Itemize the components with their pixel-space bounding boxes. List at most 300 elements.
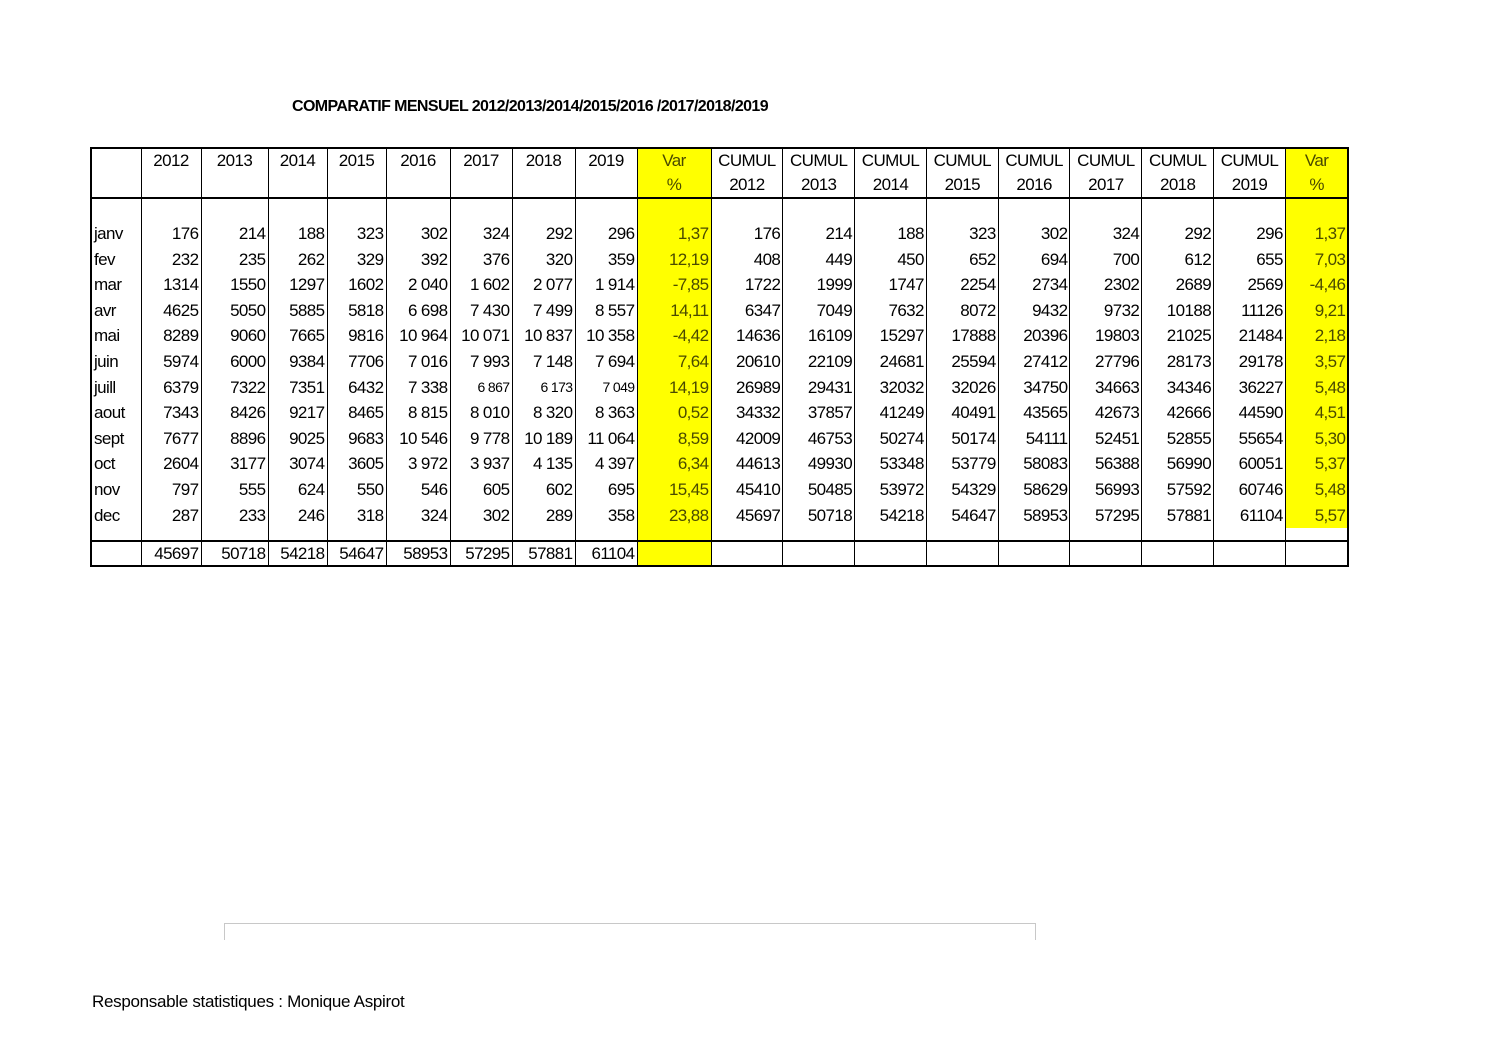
spacer-cell [998,198,1070,221]
table-row [91,503,1348,529]
table-cell: 1550 [201,272,268,298]
table-cell: 2689 [1142,272,1214,298]
table-cell: 12,19 [637,247,711,273]
table-cell: 188 [268,221,327,247]
table-cell: 14636 [711,323,783,349]
table-cell: 1297 [268,272,327,298]
table-row [91,247,1348,273]
spacer-cell [926,528,998,541]
header-cell [575,148,637,198]
table-cell: 214 [783,221,855,247]
table-cell: 296 [1214,221,1286,247]
table-cell: 54111 [998,426,1070,452]
table-cell: 655 [1214,247,1286,273]
table-cell: 624 [268,477,327,503]
table-cell: 7343 [141,400,201,426]
header-text-bottom: 2018 [1159,175,1196,194]
table-cell: 320 [512,247,575,273]
table-cell: 602 [512,477,575,503]
month-label: nov [94,479,120,499]
table-cell: 7632 [855,298,927,324]
table-cell: 8 320 [512,400,575,426]
table-cell: 8 557 [575,298,637,324]
header-text-bottom: 2015 [944,175,980,194]
table-cell: 15,45 [637,477,711,503]
table-cell: 797 [141,477,201,503]
table-cell: 3074 [268,451,327,477]
spacer-cell [1070,528,1142,541]
month-label: mai [94,326,120,346]
table-cell: 9 778 [450,426,512,452]
table-cell: 8 010 [450,400,512,426]
table-cell: 9683 [327,426,386,452]
table-cell: 296 [575,221,637,247]
table-cell: 302 [998,221,1070,247]
table-cell: 23,88 [637,503,711,529]
table-row [91,375,1348,401]
table-cell: 302 [386,221,450,247]
header-cell [711,148,783,198]
table-cell: 2734 [998,272,1070,298]
table-cell: 5,48 [1285,477,1348,503]
table-cell: 50274 [855,426,927,452]
table-cell: 7706 [327,349,386,375]
table-cell: 10 964 [386,323,450,349]
table-cell: 6 867 [450,375,512,401]
table-cell: 1722 [711,272,783,298]
totals-label-cell [91,541,141,566]
table-cell: 8465 [327,400,386,426]
table-cell: 56388 [1070,451,1142,477]
table-cell: 7665 [268,323,327,349]
table-row [91,400,1348,426]
table-cell: 5818 [327,298,386,324]
header-cell [855,148,927,198]
total-cell: 57881 [512,541,575,566]
table-cell: 450 [855,247,927,273]
table-cell: 40491 [926,400,998,426]
table-cell: 41249 [855,400,927,426]
table-cell: 7 049 [575,375,637,401]
table-cell: 7 148 [512,349,575,375]
table-cell: 29431 [783,375,855,401]
header-cell [1285,148,1348,198]
month-label: sept [94,428,124,448]
spacer-cell [327,198,386,221]
monthly-comparison-table [90,147,1349,567]
spacer-cell [575,528,637,541]
table-cell: 34332 [711,400,783,426]
spacer-cell [386,528,450,541]
table-cell: 449 [783,247,855,273]
table-row [91,323,1348,349]
table-cell: 34346 [1142,375,1214,401]
total-cell [855,541,927,566]
header-cell [512,148,575,198]
table-cell: 4 397 [575,451,637,477]
table-cell: 10 189 [512,426,575,452]
table-cell: 214 [201,221,268,247]
total-cell [711,541,783,566]
table-cell: 11 064 [575,426,637,452]
spacer-cell [91,528,141,541]
table-row [91,477,1348,503]
responsable-statistiques: Responsable statistiques : Monique Aspirot [92,992,405,1011]
header-text-top: CUMUL [1005,151,1063,170]
header-cell [783,148,855,198]
header-text-top: 2012 [153,151,189,170]
month-label: janv [94,224,123,243]
table-cell: 359 [575,247,637,273]
header-cell [268,148,327,198]
spacer-cell [1070,198,1142,221]
table-cell: 235 [201,247,268,273]
table-cell: 358 [575,503,637,529]
table-cell: 9432 [998,298,1070,324]
table-cell: 3 937 [450,451,512,477]
total-cell [998,541,1070,566]
table-cell: 11126 [1214,298,1286,324]
month-label: aout [94,403,125,423]
table-cell: 21484 [1214,323,1286,349]
table-cell: 700 [1070,247,1142,273]
table-cell: 27412 [998,349,1070,375]
table-cell: 46753 [783,426,855,452]
table-cell: 7677 [141,426,201,452]
spacer-cell [1214,528,1286,541]
table-cell: 58953 [998,503,1070,529]
table-cell: 0,52 [637,400,711,426]
spacer-cell [141,198,201,221]
table-cell: 25594 [926,349,998,375]
table-cell: 376 [450,247,512,273]
table-cell: 8072 [926,298,998,324]
table-cell: 8289 [141,323,201,349]
table-cell: 1,37 [637,221,711,247]
table-cell: 55654 [1214,426,1286,452]
header-text-bottom: 2014 [872,175,909,194]
table-cell: 8896 [201,426,268,452]
table-cell: 5,37 [1285,451,1348,477]
table-cell: 14,11 [637,298,711,324]
table-cell: 10188 [1142,298,1214,324]
table-cell: 4625 [141,298,201,324]
table-row [91,451,1348,477]
spacer-cell [268,528,327,541]
month-label: fev [94,249,115,269]
table-cell: 292 [512,221,575,247]
table-cell: 34750 [998,375,1070,401]
table-cell: 392 [386,247,450,273]
table-cell: 8426 [201,400,268,426]
footer-box [224,923,1036,940]
table-cell: 3177 [201,451,268,477]
table-cell: 50718 [783,503,855,529]
spacer-cell [201,528,268,541]
total-cell [1285,541,1348,566]
table-cell: 612 [1142,247,1214,273]
table-cell: 56990 [1142,451,1214,477]
table-cell: 246 [268,503,327,529]
table-cell: 54218 [855,503,927,529]
header-text-top: 2014 [279,151,316,170]
header-text-top: 2016 [400,151,436,170]
table-cell: 2569 [1214,272,1286,298]
table-cell: 54647 [926,503,998,529]
table-cell: 5050 [201,298,268,324]
table-cell: 24681 [855,349,927,375]
table-cell: 10 358 [575,323,637,349]
table-cell: 54329 [926,477,998,503]
spacer-cell [998,528,1070,541]
spacer-cell [637,198,711,221]
table-cell: 6347 [711,298,783,324]
table-cell: 323 [327,221,386,247]
table-cell: 15297 [855,323,927,349]
table-row [91,349,1348,375]
table-cell: 17888 [926,323,998,349]
table-cell: 32032 [855,375,927,401]
header-cell [201,148,268,198]
table-cell: 7 430 [450,298,512,324]
table-cell: 5,57 [1285,503,1348,529]
total-cell: 54218 [268,541,327,566]
total-cell: 58953 [386,541,450,566]
table-cell: 10 546 [386,426,450,452]
table-cell: 53972 [855,477,927,503]
month-label: oct [94,454,115,474]
table-cell: 34663 [1070,375,1142,401]
table-cell: 287 [141,503,201,529]
table-cell: 1 602 [450,272,512,298]
table-cell: 9816 [327,323,386,349]
table-cell: 1747 [855,272,927,298]
table-cell: 45410 [711,477,783,503]
header-text-top: Var [662,151,686,170]
month-label: juin [94,351,119,371]
table-cell: 6 173 [512,375,575,401]
spacer-cell [201,198,268,221]
spacer-cell [855,528,927,541]
header-text-top: CUMUL [1077,151,1135,170]
spacer-cell [141,528,201,541]
table-cell: 57592 [1142,477,1214,503]
table-cell: 61104 [1214,503,1286,529]
header-text-top: 2013 [216,151,253,170]
table-cell: 19803 [1070,323,1142,349]
table-cell: 20610 [711,349,783,375]
table-cell: 16109 [783,323,855,349]
table-cell: 546 [386,477,450,503]
table-cell: 324 [450,221,512,247]
spacer-cell [575,198,637,221]
header-text-bottom: 2016 [1016,175,1052,194]
header-cell [141,148,201,198]
spacer-cell [91,198,141,221]
table-cell: 44613 [711,451,783,477]
header-cell [998,148,1070,198]
table-cell: 60746 [1214,477,1286,503]
table-cell: 42673 [1070,400,1142,426]
spacer-cell [711,198,783,221]
spacer-row [91,528,1348,541]
spacer-cell [512,198,575,221]
table-cell: 9060 [201,323,268,349]
table-cell: 43565 [998,400,1070,426]
table-cell: 2604 [141,451,201,477]
table-cell: -4,46 [1285,272,1348,298]
table-cell: 9,21 [1285,298,1348,324]
table-cell: 5,48 [1285,375,1348,401]
table-cell: 7049 [783,298,855,324]
table-cell: 53779 [926,451,998,477]
table-cell: 4,51 [1285,400,1348,426]
table-cell: 42009 [711,426,783,452]
spacer-cell [327,528,386,541]
spacer-cell [711,528,783,541]
table-cell: 232 [141,247,201,273]
table-cell: 9384 [268,349,327,375]
table-cell: 2254 [926,272,998,298]
table-cell: 9025 [268,426,327,452]
spacer-cell [783,528,855,541]
table-cell: 695 [575,477,637,503]
table-cell: 8 363 [575,400,637,426]
table-cell: 5,30 [1285,426,1348,452]
table-cell: 188 [855,221,927,247]
table-cell: 176 [141,221,201,247]
spacer-cell [450,528,512,541]
header-cell [450,148,512,198]
table-cell: 49930 [783,451,855,477]
table-cell: 52451 [1070,426,1142,452]
header-cell [1214,148,1286,198]
table-row [91,426,1348,452]
table-cell: 2 040 [386,272,450,298]
table-cell: 1999 [783,272,855,298]
table-cell: 42666 [1142,400,1214,426]
table-cell: 52855 [1142,426,1214,452]
total-cell [783,541,855,566]
table-cell: 50174 [926,426,998,452]
table-cell: 6379 [141,375,201,401]
total-cell [1142,541,1214,566]
header-text-top: 2017 [463,151,499,170]
table-cell: 233 [201,503,268,529]
total-cell [1070,541,1142,566]
table-cell: 10 071 [450,323,512,349]
table-cell: 28173 [1142,349,1214,375]
table-cell: 26989 [711,375,783,401]
table-cell: 7 499 [512,298,575,324]
table-cell: 302 [450,503,512,529]
table-cell: 6 698 [386,298,450,324]
table-cell: 7,03 [1285,247,1348,273]
table-cell: 32026 [926,375,998,401]
table-cell: 8,59 [637,426,711,452]
header-text-top: CUMUL [718,151,776,170]
spacer-cell [855,198,927,221]
header-text-bottom: 2012 [729,175,765,194]
table-cell: 3,57 [1285,349,1348,375]
month-label: mar [94,275,122,295]
table-cell: -4,42 [637,323,711,349]
table-cell: 694 [998,247,1070,273]
table-cell: 22109 [783,349,855,375]
table-cell: 550 [327,477,386,503]
table-cell: 7322 [201,375,268,401]
header-text-bottom: 2013 [800,175,837,194]
table-body [91,198,1348,541]
table-cell: 53348 [855,451,927,477]
month-label: avr [94,300,116,320]
header-text-bottom: 2017 [1088,175,1124,194]
table-cell: 45697 [711,503,783,529]
header-text-top: 2019 [588,151,624,170]
table-cell: 50485 [783,477,855,503]
table-cell: 5885 [268,298,327,324]
table-cell: 652 [926,247,998,273]
table-row [91,298,1348,324]
header-cell [926,148,998,198]
table-cell: 323 [926,221,998,247]
table-cell: 57881 [1142,503,1214,529]
spacer-cell [1285,528,1348,541]
table-cell: 324 [1070,221,1142,247]
table-cell: 289 [512,503,575,529]
spacer-cell [450,198,512,221]
table-cell: 9217 [268,400,327,426]
table-cell: 8 815 [386,400,450,426]
spacer-cell [1142,198,1214,221]
header-text-top: CUMUL [1220,151,1279,170]
table-cell: 7 338 [386,375,450,401]
table-row [91,221,1348,247]
table-cell: 408 [711,247,783,273]
total-cell: 61104 [575,541,637,566]
total-cell [637,541,711,566]
total-cell: 50718 [201,541,268,566]
spacer-cell [1142,528,1214,541]
totals-row [91,541,1348,566]
table-cell: 7,64 [637,349,711,375]
table-cell: 27796 [1070,349,1142,375]
table-cell: 2,18 [1285,323,1348,349]
table-cell: 318 [327,503,386,529]
header-text-top: CUMUL [789,151,848,170]
header-text-bottom: % [666,175,682,194]
table-cell: 262 [268,247,327,273]
table-cell: 3605 [327,451,386,477]
table-cell: 7 016 [386,349,450,375]
table-cell: 1314 [141,272,201,298]
total-cell: 54647 [327,541,386,566]
header-cell [1142,148,1214,198]
table-cell: 1602 [327,272,386,298]
table-cell: 324 [386,503,450,529]
table-cell: 60051 [1214,451,1286,477]
table-cell: 29178 [1214,349,1286,375]
table-cell: 329 [327,247,386,273]
table-cell: 58629 [998,477,1070,503]
header-cell [327,148,386,198]
total-cell: 57295 [450,541,512,566]
spacer-cell [1214,198,1286,221]
spacer-cell [637,528,711,541]
table-cell: -7,85 [637,272,711,298]
table-cell: 58083 [998,451,1070,477]
total-cell: 45697 [141,541,201,566]
